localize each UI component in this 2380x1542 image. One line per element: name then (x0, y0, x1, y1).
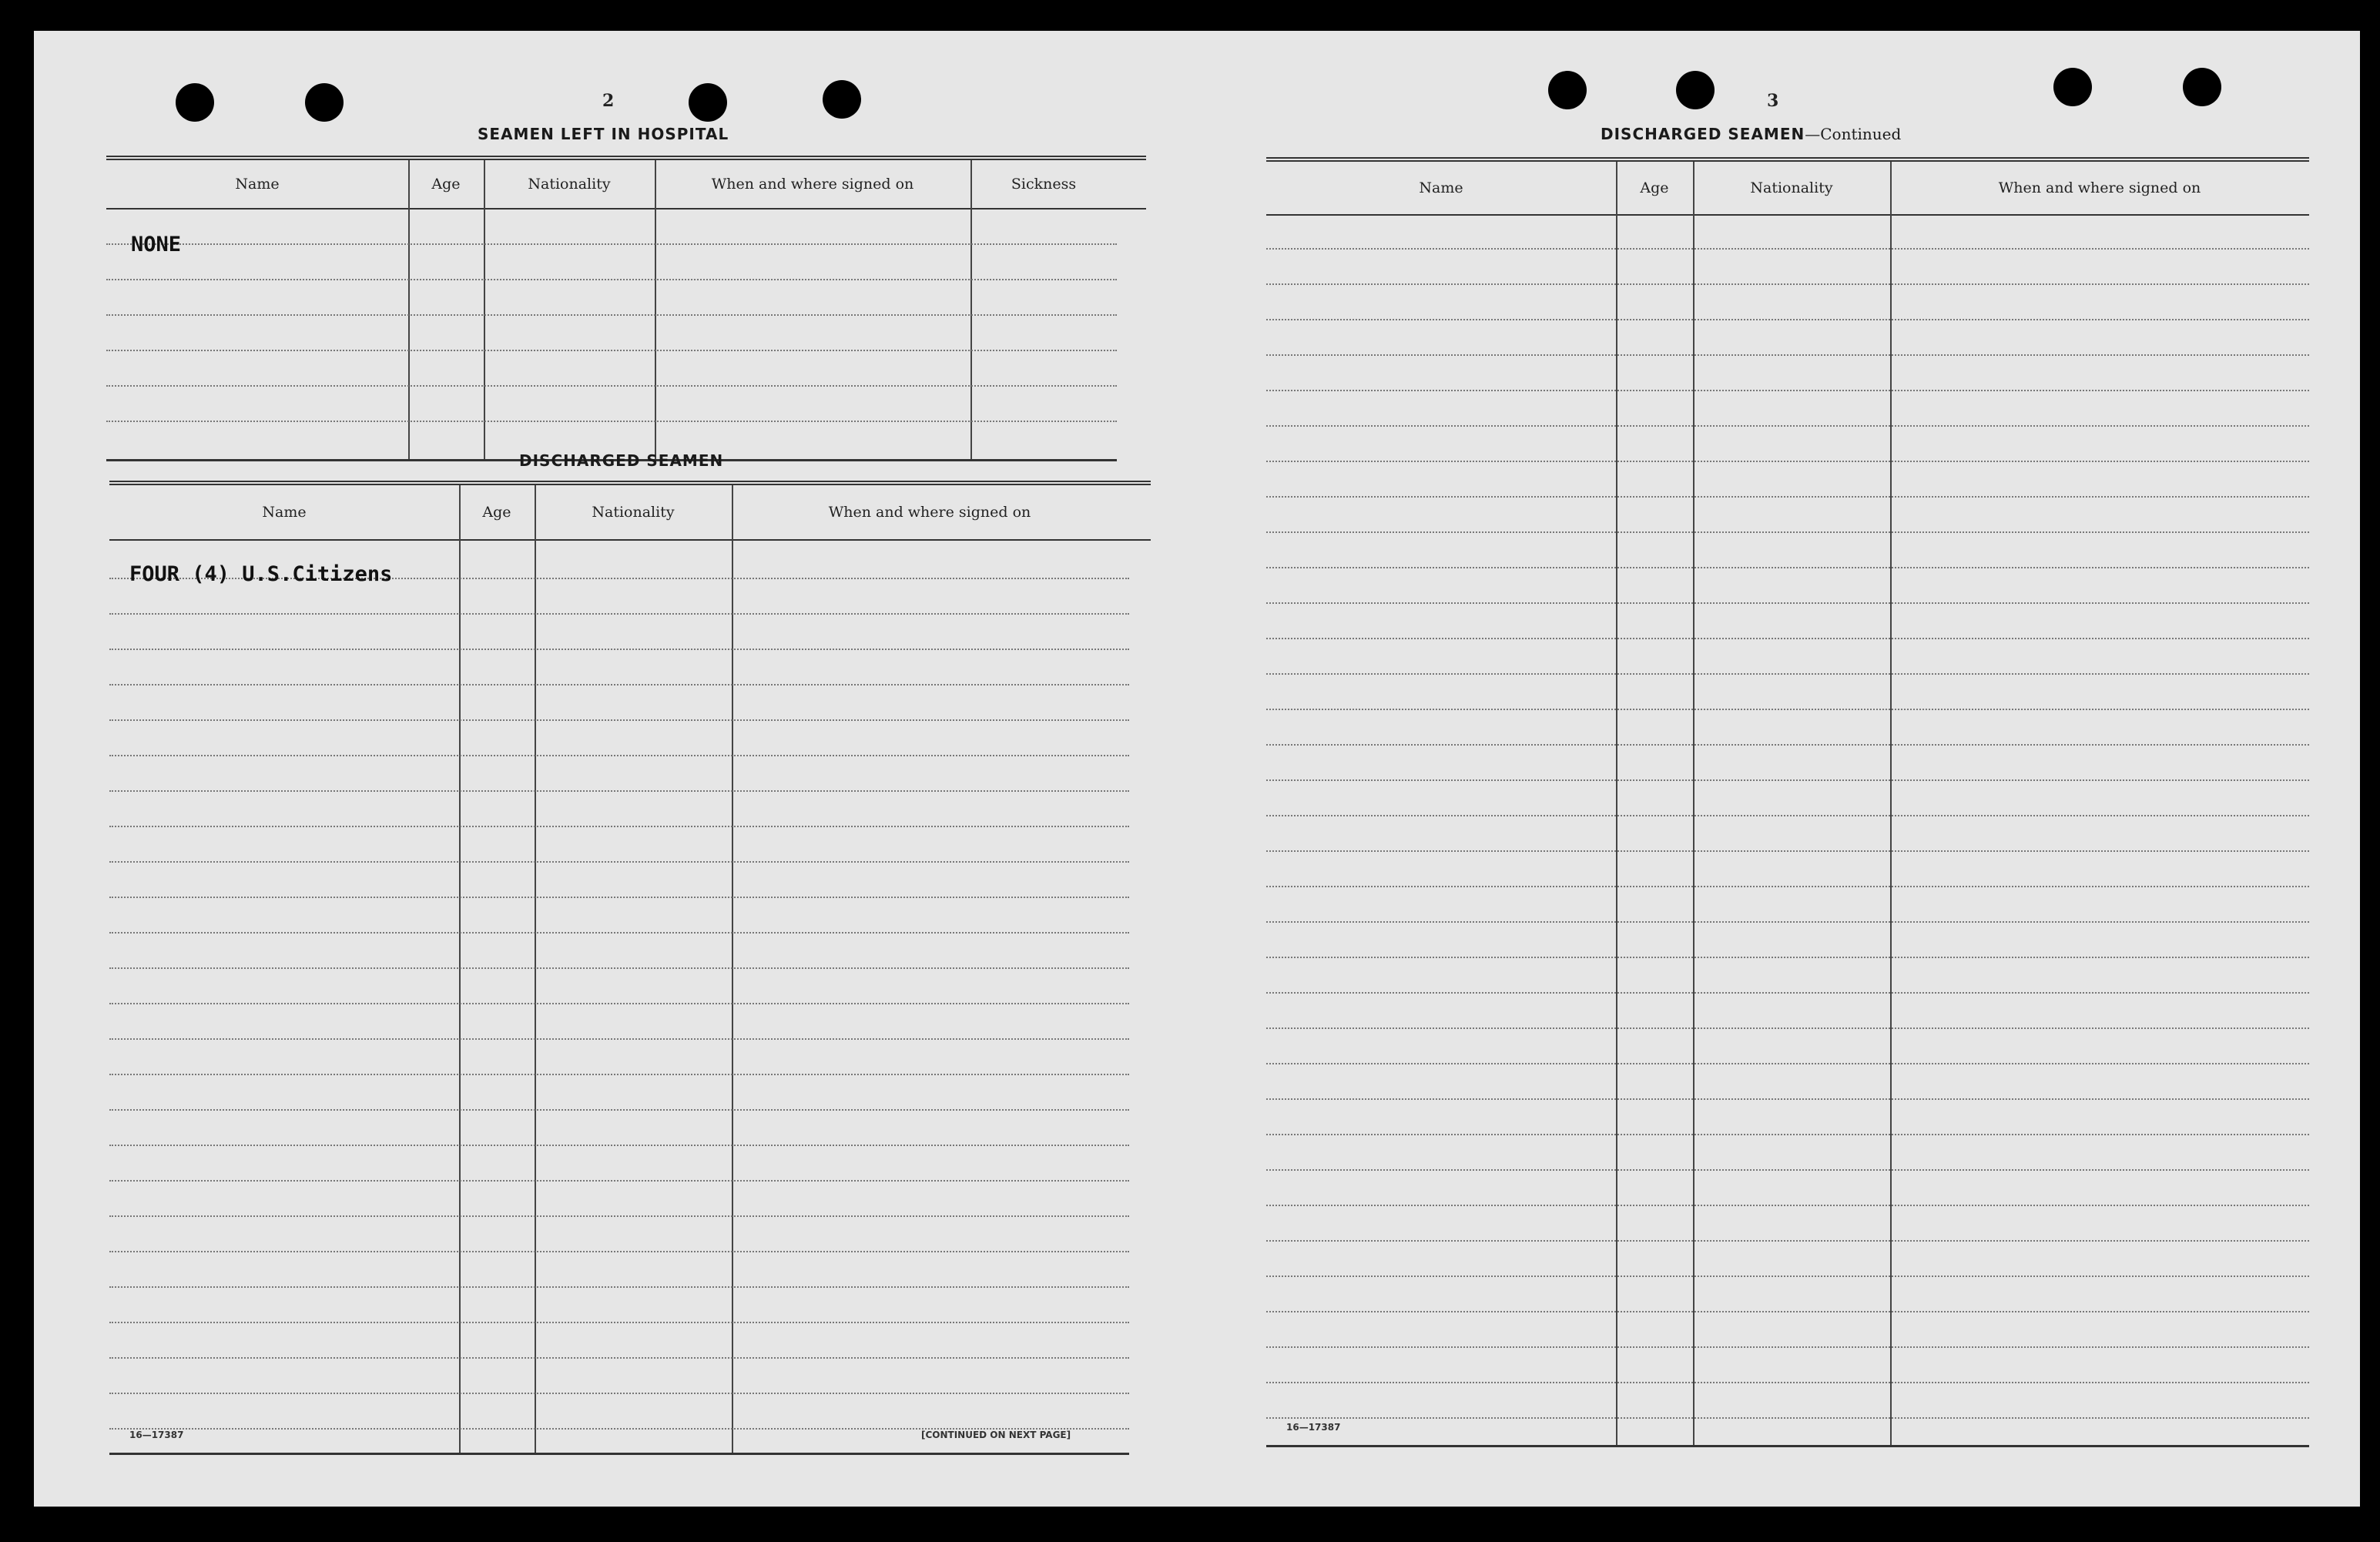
row-rule (109, 1251, 1129, 1252)
row-rule (1266, 567, 2309, 568)
row-rule (109, 1215, 1129, 1217)
column-header-signed-on: When and where signed on (711, 176, 914, 193)
column-header-age: Age (431, 176, 461, 193)
row-rule (1266, 1382, 2309, 1383)
row-rule (1266, 354, 2309, 356)
row-rule (1266, 921, 2309, 923)
row-rule (106, 421, 1117, 422)
discharged-entry: FOUR (4) U.S.Citizens (129, 562, 393, 586)
row-rule (109, 613, 1129, 615)
row-rule (106, 279, 1117, 280)
row-rule (1266, 1098, 2309, 1100)
row-rule (1266, 1169, 2309, 1171)
discharged-table-right-header (1266, 162, 2309, 216)
table-bottom-rule (109, 1453, 1129, 1455)
row-rule (1266, 461, 2309, 462)
table-bottom-rule (1266, 1445, 2309, 1447)
punch-hole (689, 83, 727, 122)
punch-hole (305, 83, 344, 122)
row-rule (1266, 850, 2309, 852)
hospital-table-header (106, 160, 1146, 210)
row-rule (1266, 390, 2309, 391)
column-header-age: Age (1640, 179, 1669, 196)
row-rule (109, 1003, 1129, 1004)
row-rule (1266, 1417, 2309, 1419)
row-rule (106, 314, 1117, 316)
row-rule (109, 932, 1129, 934)
row-rule (1266, 496, 2309, 498)
row-rule (109, 1357, 1129, 1359)
punch-hole (2183, 68, 2221, 106)
row-rule (1266, 1276, 2309, 1277)
column-header-nationality: Nationality (592, 504, 675, 521)
row-rule (109, 1286, 1129, 1288)
row-rule (109, 826, 1129, 827)
column-header-signed-on: When and where signed on (828, 504, 1031, 521)
column-header-name: Name (262, 504, 307, 521)
column-header-name: Name (235, 176, 280, 193)
column-divider (655, 160, 656, 459)
continued-note: [CONTINUED ON NEXT PAGE] (921, 1430, 1071, 1440)
row-rule (109, 1322, 1129, 1323)
hospital-table (106, 156, 1146, 461)
row-rule (1266, 319, 2309, 320)
row-rule (109, 1145, 1129, 1146)
row-rule (1266, 1205, 2309, 1206)
right-section-title-suffix: —Continued (1805, 125, 1902, 143)
row-rule (1266, 744, 2309, 746)
row-rule (1266, 709, 2309, 710)
row-rule (1266, 815, 2309, 816)
row-rule (1266, 425, 2309, 427)
punch-hole (176, 83, 214, 122)
right-section-title (1601, 125, 1901, 143)
discharged-section-title: DISCHARGED SEAMEN (519, 451, 724, 470)
row-rule (1266, 602, 2309, 604)
column-header-nationality: Nationality (528, 176, 611, 193)
column-header-nationality: Nationality (1750, 179, 1833, 196)
column-header-signed-on: When and where signed on (1998, 179, 2201, 196)
right-form-number: 16—17387 (1286, 1422, 1341, 1433)
row-rule (1266, 1027, 2309, 1029)
left-form-number: 16—17387 (129, 1430, 184, 1440)
hospital-section-title: SEAMEN LEFT IN HOSPITAL (478, 125, 729, 143)
punch-hole (1676, 71, 1715, 109)
row-rule (1266, 531, 2309, 533)
column-header-age: Age (482, 504, 511, 521)
left-page-number: 2 (602, 91, 615, 111)
discharged-table-left (109, 481, 1151, 1456)
row-rule (1266, 248, 2309, 250)
row-rule (109, 1180, 1129, 1182)
row-rule (109, 719, 1129, 721)
punch-hole (823, 80, 861, 119)
row-rule (1266, 1134, 2309, 1135)
column-header-name: Name (1419, 179, 1463, 196)
right-page-number: 3 (1767, 91, 1779, 111)
row-rule (1266, 992, 2309, 994)
row-rule (109, 897, 1129, 898)
row-rule (1266, 1063, 2309, 1064)
row-rule (1266, 1240, 2309, 1242)
row-rule (109, 1074, 1129, 1075)
row-rule (1266, 1346, 2309, 1348)
row-rule (109, 861, 1129, 863)
discharged-table-right (1266, 157, 2309, 1448)
row-rule (106, 385, 1117, 387)
row-rule (1266, 283, 2309, 285)
punch-hole (2053, 68, 2092, 106)
discharged-table-header (109, 485, 1151, 541)
row-rule (1266, 1311, 2309, 1312)
column-divider (408, 160, 410, 459)
column-divider (732, 485, 733, 1454)
row-rule (109, 1393, 1129, 1394)
row-rule (109, 755, 1129, 756)
row-rule (109, 1038, 1129, 1040)
column-divider (970, 160, 972, 459)
row-rule (1266, 779, 2309, 781)
row-rule (109, 790, 1129, 792)
punch-hole (1548, 71, 1587, 109)
row-rule (109, 967, 1129, 969)
row-rule (1266, 638, 2309, 639)
right-section-title-text: DISCHARGED SEAMEN (1601, 125, 1805, 143)
row-rule (109, 684, 1129, 686)
row-rule (1266, 673, 2309, 675)
column-divider (484, 160, 485, 459)
document-sheet (34, 31, 2360, 1507)
column-divider (535, 485, 536, 1454)
row-rule (1266, 886, 2309, 887)
column-header-sickness: Sickness (1011, 176, 1077, 193)
row-rule (1266, 957, 2309, 958)
column-divider (459, 485, 461, 1454)
row-rule (109, 1109, 1129, 1111)
row-rule (106, 243, 1117, 245)
hospital-entry: NONE (131, 233, 182, 256)
row-rule (106, 350, 1117, 351)
row-rule (109, 649, 1129, 650)
